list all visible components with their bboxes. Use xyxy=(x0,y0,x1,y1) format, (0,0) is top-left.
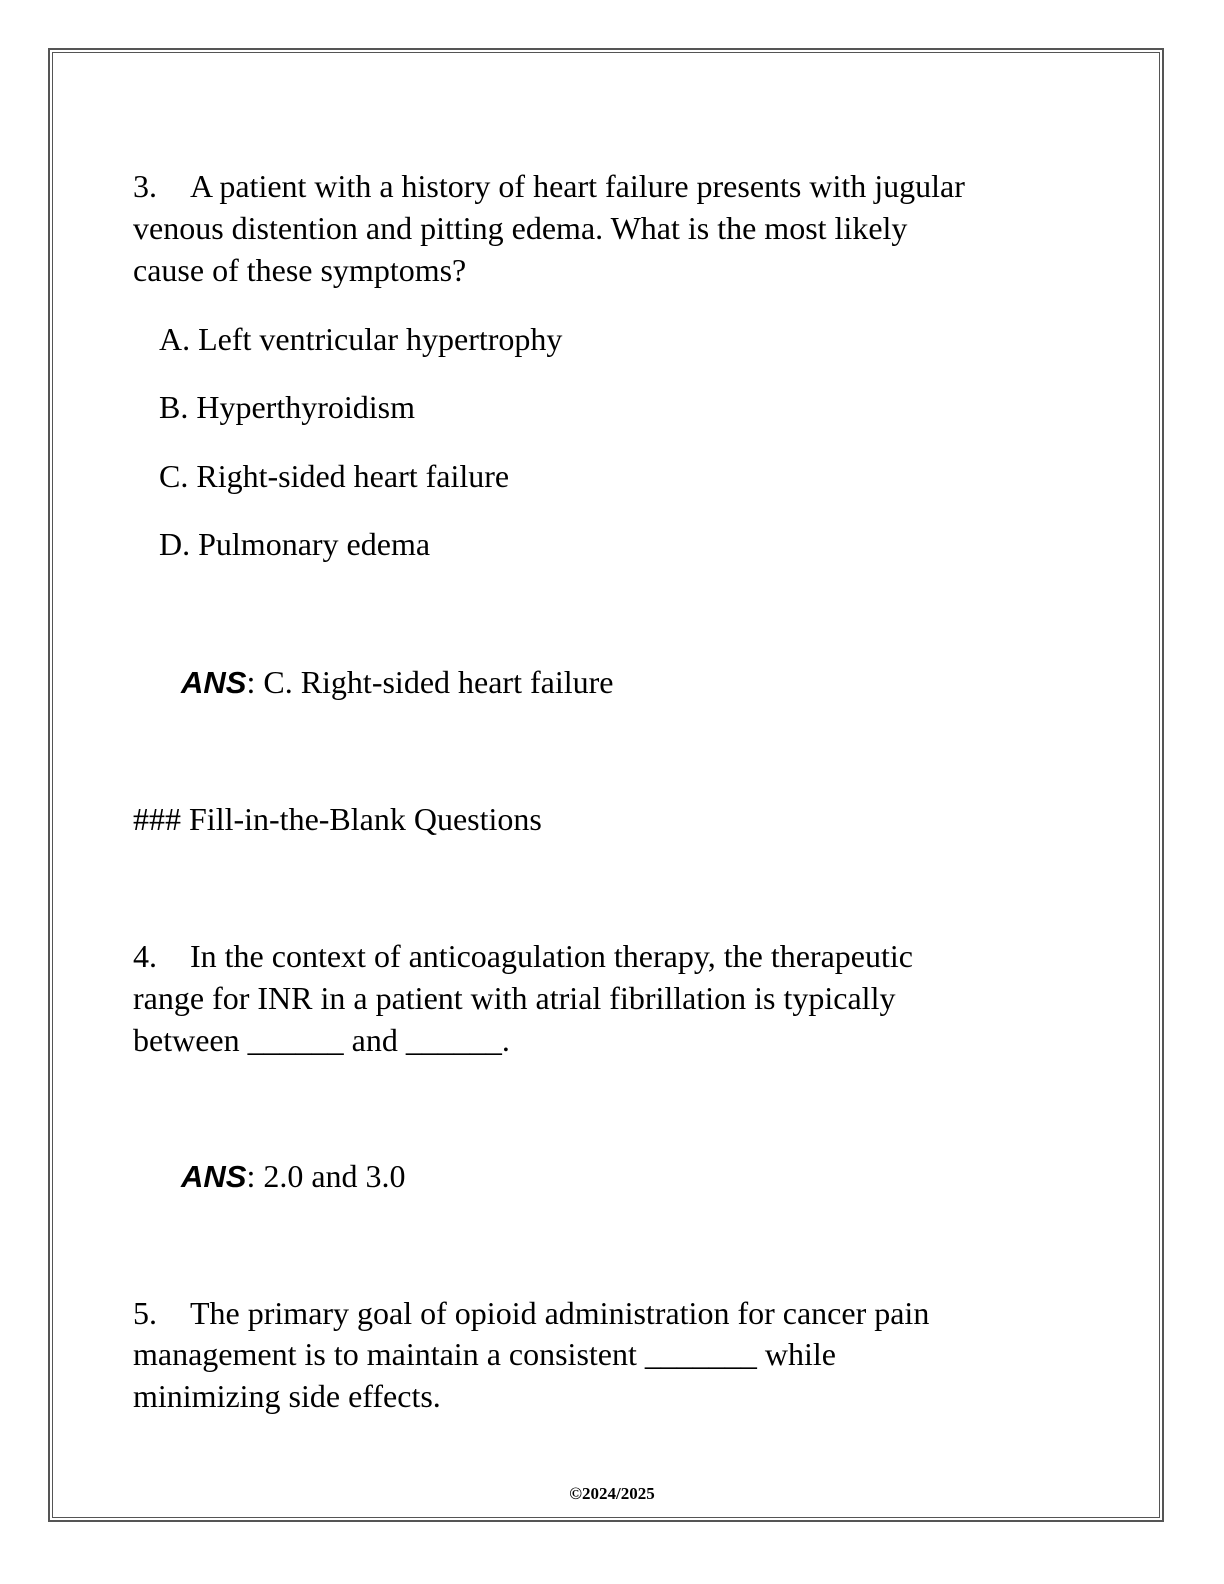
question-5-text-line-1: The primary goal of opioid administration for cancer pain xyxy=(190,1295,930,1331)
question-4-number: 4. xyxy=(133,938,157,974)
question-4-text-line-1: In the context of anticoagulation therapy, the therapeutic xyxy=(190,938,913,974)
question-3-option-d: D. Pulmonary edema xyxy=(159,526,431,562)
question-3-number: 3. xyxy=(133,168,157,204)
question-4-answer-label: ANS xyxy=(181,1159,247,1194)
copyright-footer: ©2024/2025 xyxy=(569,1484,655,1503)
question-3-text-line-3: cause of these symptoms? xyxy=(133,252,467,288)
section-heading: ### Fill-in-the-Blank Questions xyxy=(133,801,542,837)
question-5-number: 5. xyxy=(133,1295,157,1331)
question-3-text-line-1: A patient with a history of heart failure presents with jugular xyxy=(190,168,965,204)
question-4-answer-text: : 2.0 and 3.0 xyxy=(246,1158,406,1194)
question-5-line-1 xyxy=(133,1292,929,1334)
question-3-answer-label: ANS xyxy=(181,665,247,700)
question-4-line-1 xyxy=(133,935,913,977)
question-3-option-b: B. Hyperthyroidism xyxy=(159,389,415,425)
question-3-answer-text: : C. Right-sided heart failure xyxy=(246,664,614,700)
question-5-text-line-2: management is to maintain a consistent _______ while xyxy=(133,1336,836,1372)
question-3-option-c: C. Right-sided heart failure xyxy=(159,458,510,494)
question-4-text-line-2: range for INR in a patient with atrial fibrillation is typically xyxy=(133,980,896,1016)
question-3-option-a: A. Left ventricular hypertrophy xyxy=(159,321,563,357)
question-3-line-1 xyxy=(133,165,965,207)
question-5-text-line-3: minimizing side effects. xyxy=(133,1378,441,1414)
question-4-answer xyxy=(181,1155,406,1198)
question-4-text-line-3: between ______ and ______. xyxy=(133,1022,510,1058)
question-3-text-line-2: venous distention and pitting edema. What is the most likely xyxy=(133,210,908,246)
question-3-answer xyxy=(181,661,613,704)
